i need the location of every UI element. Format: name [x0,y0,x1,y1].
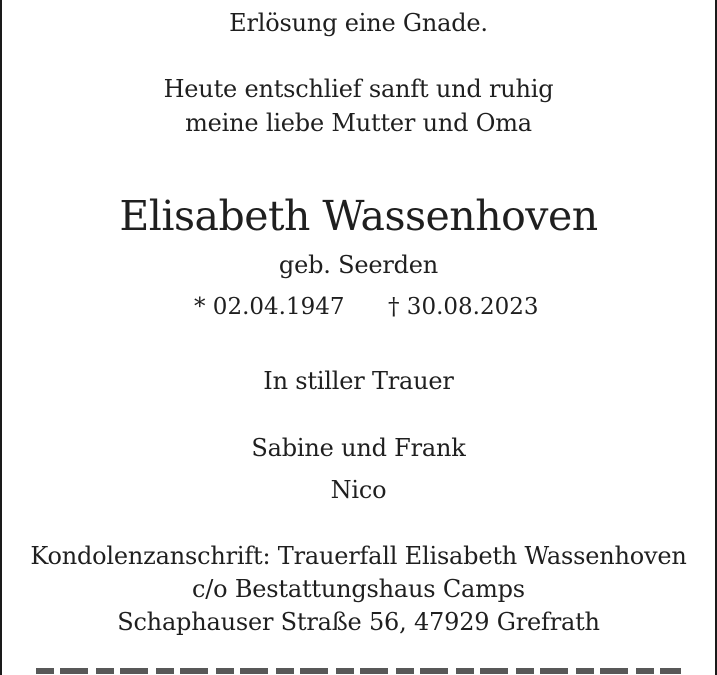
announcement-line-1: Heute entschlief sanft und ruhig [163,75,554,103]
maiden-name: geb. Seerden [278,251,439,279]
mourner-line-2: Nico [330,476,387,504]
life-dates [2,292,715,322]
announcement-line-2: meine liebe Mutter und Oma [185,109,532,137]
cropped-text-edge [2,658,715,675]
birth-date: * 02.04.1947 [194,294,345,320]
death-date: † 30.08.2023 [388,294,539,320]
cropped-text-fragment [36,668,681,674]
condolence-address-line-3: Schaphauser Straße 56, 47929 Grefrath [117,608,600,636]
condolence-address-line-1: Kondolenzanschrift: Trauerfall Elisabeth Wassenhoven [30,542,687,570]
deceased-name: Elisabeth Wassenhoven [119,192,598,240]
mourner-line-1: Sabine und Frank [251,434,466,462]
condolence-address-line-2: c/o Bestattungshaus Camps [192,575,525,603]
mourning-phrase: In stiller Trauer [263,367,454,395]
intro-line: Erlösung eine Gnade. [229,9,488,37]
